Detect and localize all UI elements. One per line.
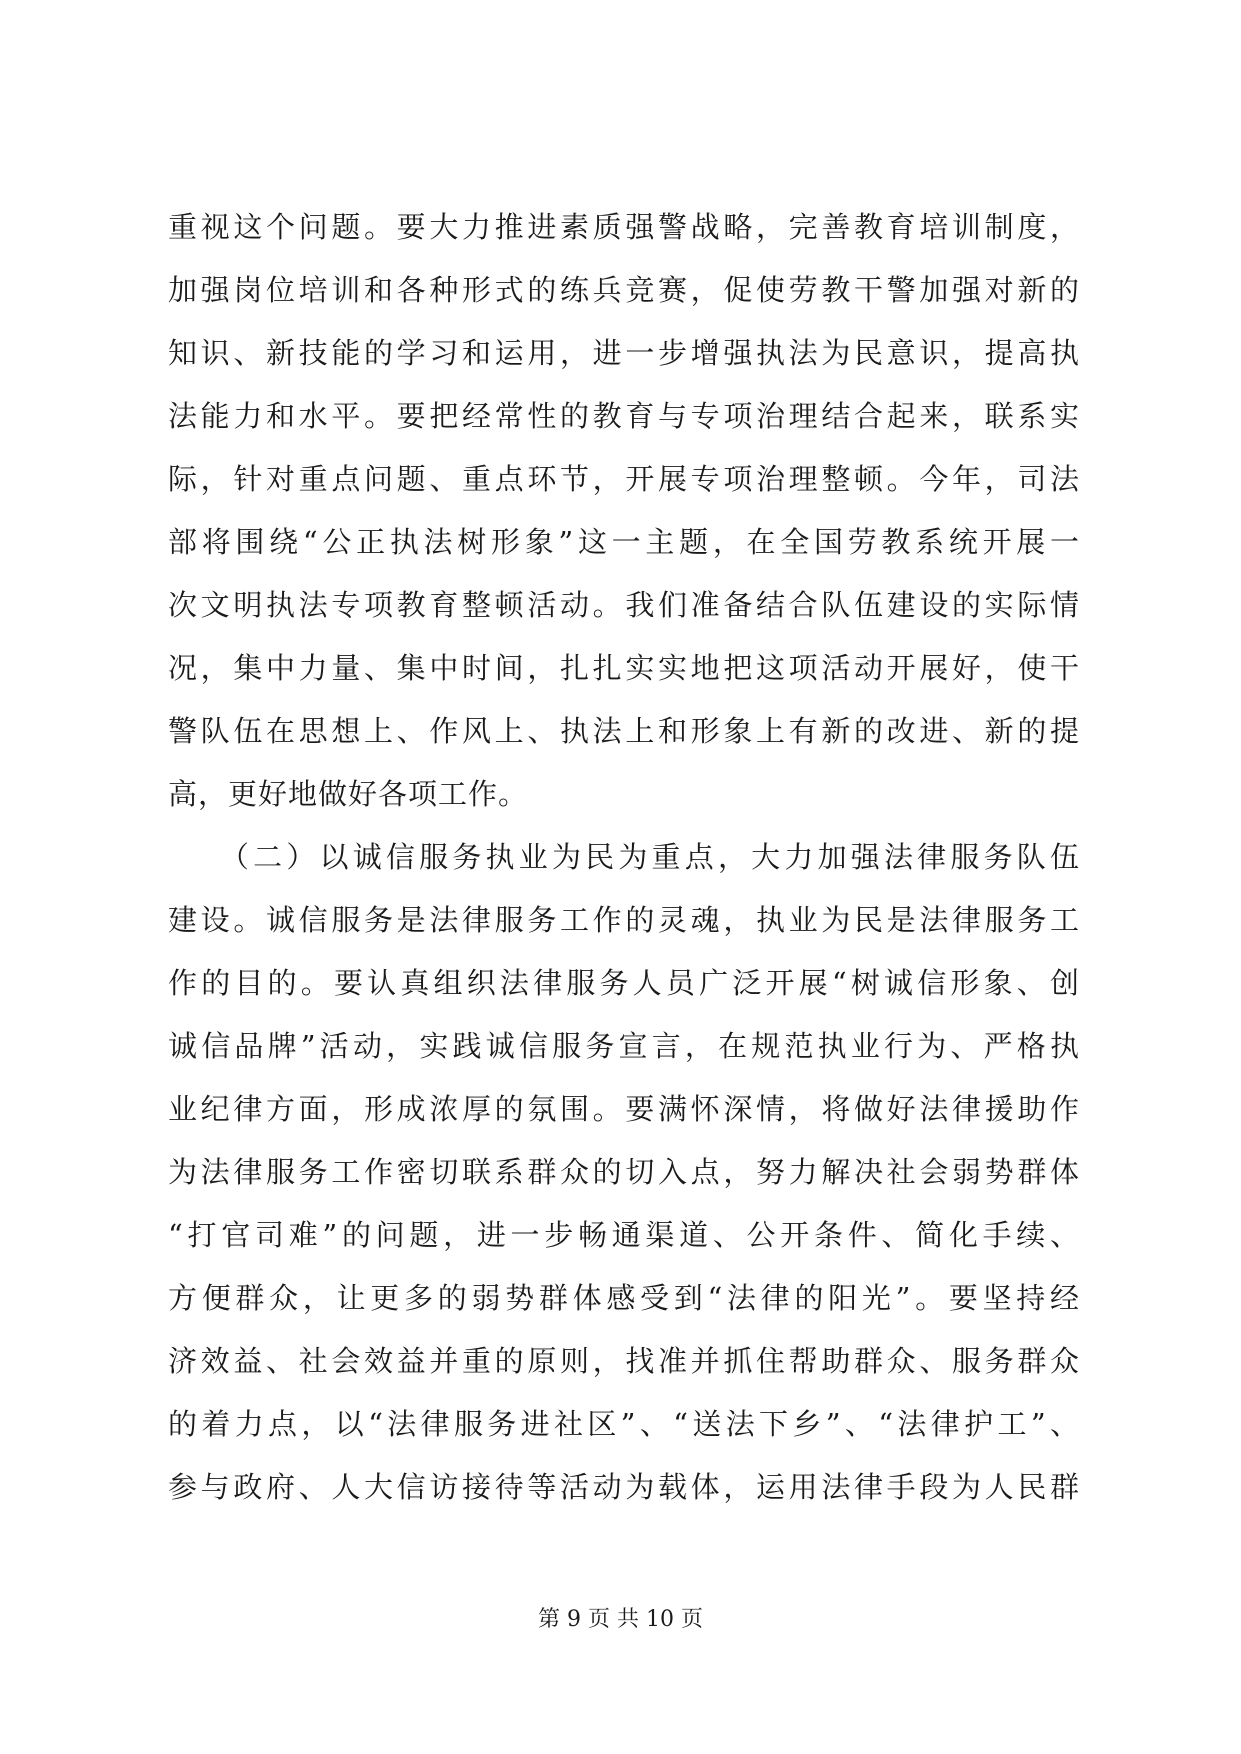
document-body <box>168 196 1080 1519</box>
text-line-14: 诚信品牌”活动，实践诚信服务宣言，在规范执业行为、严格执 <box>168 1029 1080 1063</box>
text-line-15: 业纪律方面，形成浓厚的氛围。要满怀深情，将做好法律援助作 <box>168 1092 1080 1126</box>
text-line-7: 次文明执法专项教育整顿活动。我们准备结合队伍建设的实际情 <box>168 588 1080 622</box>
text-line-13: 作的目的。要认真组织法律服务人员广泛开展“树诚信形象、创 <box>168 966 1080 1000</box>
text-line-18: 方便群众，让更多的弱势群体感受到“法律的阳光”。要坚持经 <box>168 1281 1080 1315</box>
text-line-11: （二）以诚信服务执业为民为重点，大力加强法律服务队伍 <box>168 840 1080 874</box>
text-line-8: 况，集中力量、集中时间，扎扎实实地把这项活动开展好，使干 <box>168 651 1080 685</box>
text-line-19: 济效益、社会效益并重的原则，找准并抓住帮助群众、服务群众 <box>168 1344 1080 1378</box>
text-line-4: 法能力和水平。要把经常性的教育与专项治理结合起来，联系实 <box>168 399 1080 433</box>
text-line-9: 警队伍在思想上、作风上、执法上和形象上有新的改进、新的提 <box>168 714 1080 748</box>
text-line-20: 的着力点，以“法律服务进社区”、“送法下乡”、“法律护工”、 <box>168 1407 1080 1441</box>
text-line-10: 高，更好地做好各项工作。 <box>168 777 529 811</box>
text-line-17: “打官司难”的问题，进一步畅通渠道、公开条件、简化手续、 <box>168 1218 1080 1252</box>
text-line-5: 际，针对重点问题、重点环节，开展专项治理整顿。今年，司法 <box>168 462 1080 496</box>
text-line-12: 建设。诚信服务是法律服务工作的灵魂，执业为民是法律服务工 <box>168 903 1080 937</box>
text-line-6: 部将围绕“公正执法树形象”这一主题，在全国劳教系统开展一 <box>168 525 1080 559</box>
text-line-21: 参与政府、人大信访接待等活动为载体，运用法律手段为人民群 <box>168 1470 1080 1504</box>
text-line-1: 重视这个问题。要大力推进素质强警战略，完善教育培训制度， <box>168 210 1080 244</box>
text-line-3: 知识、新技能的学习和运用，进一步增强执法为民意识，提高执 <box>168 336 1080 370</box>
text-line-2: 加强岗位培训和各种形式的练兵竞赛，促使劳教干警加强对新的 <box>168 273 1080 307</box>
page-footer: 第 9 页 共 10 页 <box>538 1607 703 1632</box>
text-line-16: 为法律服务工作密切联系群众的切入点，努力解决社会弱势群体 <box>168 1155 1080 1189</box>
